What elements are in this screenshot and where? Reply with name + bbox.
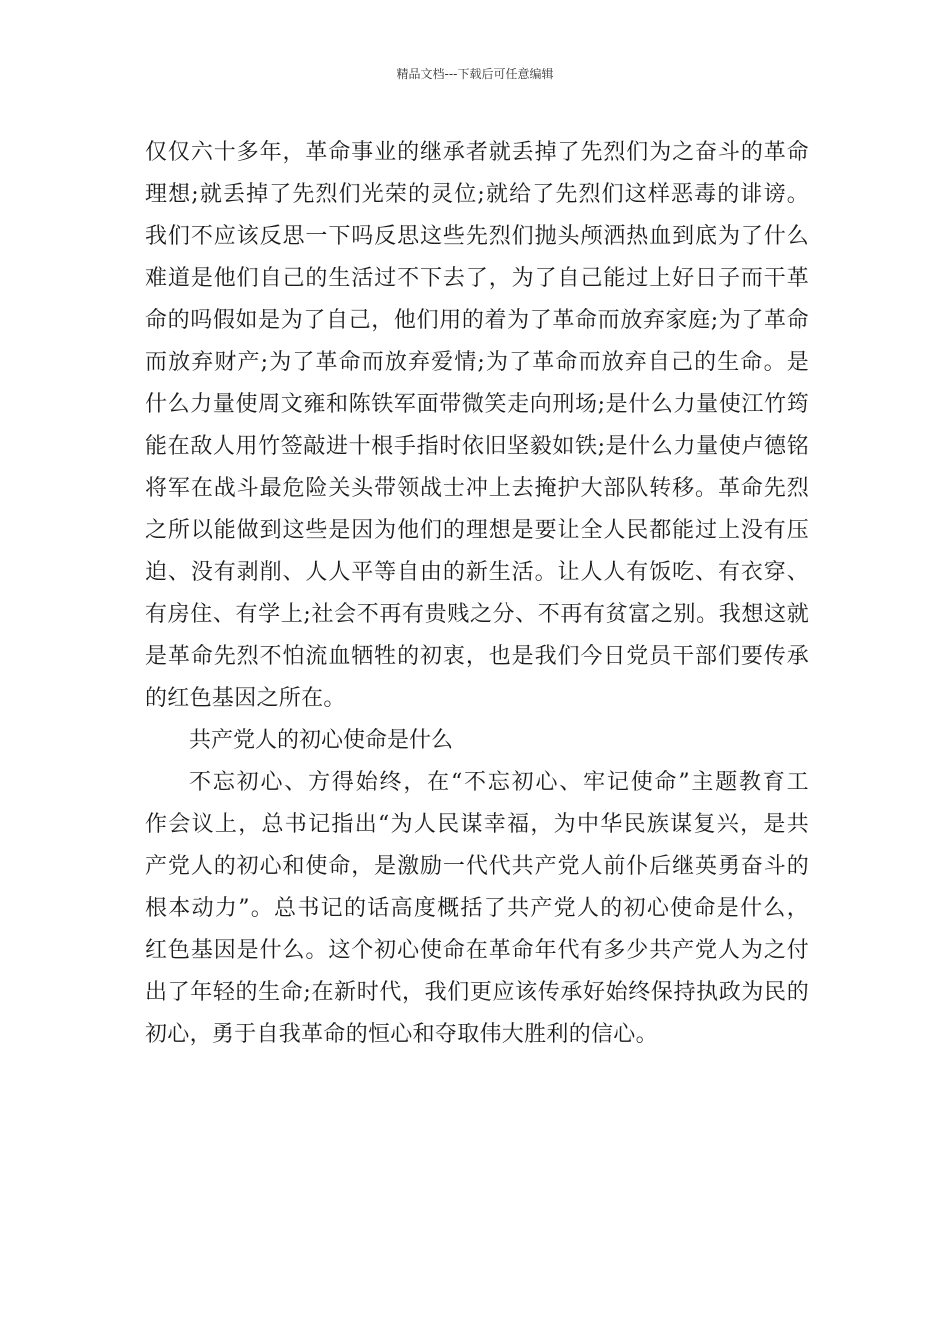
text-line: 我们不应该反思一下吗反思这些先烈们抛头颅洒热血到底为了什么 bbox=[145, 224, 809, 249]
text-line: 红色基因是什么。这个初心使命在革命年代有多少共产党人为之付 bbox=[145, 938, 809, 963]
text-line: 能在敌人用竹签敲进十根手指时依旧坚毅如铁;是什么力量使卢德铭 bbox=[145, 434, 809, 459]
paragraph-revolutionary-martyrs bbox=[145, 132, 809, 720]
paragraph-original-aspiration bbox=[145, 762, 809, 1056]
text-line: 不忘初心、方得始终，在“不忘初心、牢记使命”主题教育工 bbox=[189, 770, 809, 795]
text-line: 将军在战斗最危险关头带领战士冲上去掩护大部队转移。革命先烈 bbox=[145, 476, 809, 501]
text-line: 而放弃财产;为了革命而放弃爱情;为了革命而放弃自己的生命。是 bbox=[145, 350, 809, 375]
text-line: 出了年轻的生命;在新时代，我们更应该传承好始终保持执政为民的 bbox=[145, 980, 809, 1005]
text-line: 之所以能做到这些是因为他们的理想是要让全人民都能过上没有压 bbox=[145, 518, 809, 543]
text-line: 仅仅六十多年，革命事业的继承者就丢掉了先烈们为之奋斗的革命 bbox=[145, 140, 809, 165]
text-line: 是革命先烈不怕流血牺牲的初衷，也是我们今日党员干部们要传承 bbox=[145, 644, 809, 669]
document-body bbox=[145, 132, 809, 1056]
text-line: 有房住、有学上;社会不再有贵贱之分、不再有贫富之别。我想这就 bbox=[145, 602, 809, 627]
text-line: 初心，勇于自我革命的恒心和夺取伟大胜利的信心。 bbox=[145, 1022, 658, 1047]
text-line: 什么力量使周文雍和陈铁军面带微笑走向刑场;是什么力量使江竹筠 bbox=[145, 392, 809, 417]
text-line: 迫、没有剥削、人人平等自由的新生活。让人人有饭吃、有衣穿、 bbox=[145, 560, 809, 585]
text-line: 产党人的初心和使命，是激励一代代共产党人前仆后继英勇奋斗的 bbox=[145, 854, 809, 879]
text-line: 命的吗假如是为了自己，他们用的着为了革命而放弃家庭;为了革命 bbox=[145, 308, 809, 333]
text-line: 根本动力”。总书记的话高度概括了共产党人的初心使命是什么， bbox=[145, 896, 809, 921]
text-line: 难道是他们自己的生活过不下去了，为了自己能过上好日子而干革 bbox=[145, 266, 809, 291]
text-line: 理想;就丢掉了先烈们光荣的灵位;就给了先烈们这样恶毒的诽谤。 bbox=[145, 182, 809, 207]
text-line: 作会议上，总书记指出“为人民谋幸福，为中华民族谋复兴，是共 bbox=[145, 812, 809, 837]
section-heading: 共产党人的初心使命是什么 bbox=[189, 728, 454, 753]
page-header: 精品文档---下载后可任意编辑 bbox=[396, 67, 554, 81]
text-line: 的红色基因之所在。 bbox=[145, 686, 346, 711]
